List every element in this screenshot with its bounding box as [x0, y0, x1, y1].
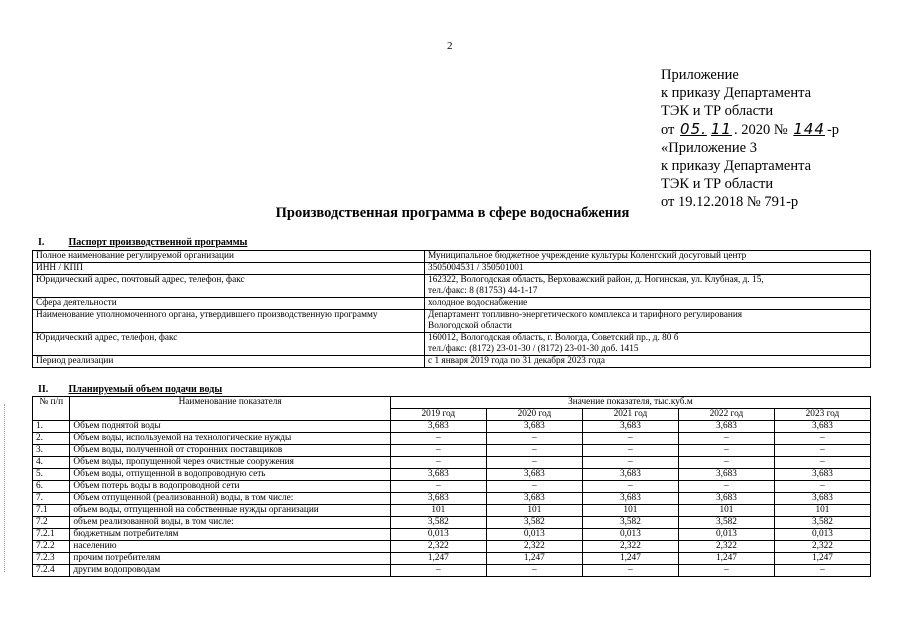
- row-value: 3,582: [390, 517, 486, 529]
- row-value: 3,582: [678, 517, 774, 529]
- year-header: 2020 год: [486, 409, 582, 421]
- row-value: 3,683: [582, 421, 678, 433]
- passport-row: [33, 275, 871, 298]
- passport-value-line-2: Вологодской области: [428, 321, 512, 331]
- row-value: –: [678, 457, 774, 469]
- section-2-number: II.: [38, 384, 49, 395]
- passport-value-line: 160012, Вологодская область, г. Вологда, Советский пр., д. 80 б: [428, 333, 679, 343]
- page-number: 2: [447, 40, 453, 52]
- row-name: объем воды, отпущенной на собственные нужды организации: [70, 505, 390, 517]
- appendix-block: [661, 66, 839, 211]
- row-number: 1.: [33, 421, 70, 433]
- row-value: –: [582, 565, 678, 577]
- passport-value-line: Муниципальное бюджетное учреждение культуры Коленгский досуговый центр: [428, 251, 747, 261]
- passport-value: [425, 263, 871, 275]
- row-value: 1,247: [678, 553, 774, 565]
- passport-row: [33, 356, 871, 368]
- table-row: [33, 541, 871, 553]
- row-value: –: [774, 565, 870, 577]
- col-number-header: № п/п: [33, 397, 70, 421]
- row-value: 101: [582, 505, 678, 517]
- row-name: Объем потерь воды в водопроводной сети: [70, 481, 390, 493]
- table-row: [33, 553, 871, 565]
- row-value: 1,247: [582, 553, 678, 565]
- row-value: 2,322: [390, 541, 486, 553]
- row-value: –: [774, 481, 870, 493]
- row-value: –: [582, 433, 678, 445]
- table-row: [33, 565, 871, 577]
- appendix-line-2: к приказу Департамента: [661, 85, 812, 101]
- row-value: 101: [390, 505, 486, 517]
- section-2-title: Планируемый объем подачи воды: [68, 384, 223, 395]
- water-volume-table: [32, 396, 871, 577]
- row-value: 101: [678, 505, 774, 517]
- row-value: 3,683: [390, 469, 486, 481]
- year-header: 2019 год: [390, 409, 486, 421]
- passport-value-line-2: тел./факс: (8172) 23-01-30 / (8172) 23-01-30 доб. 1415: [428, 344, 639, 354]
- date-year: . 2020 №: [733, 122, 788, 138]
- passport-value: [425, 333, 871, 356]
- table-row: [33, 517, 871, 529]
- passport-value: [425, 356, 871, 368]
- row-value: 3,683: [582, 493, 678, 505]
- row-value: 101: [774, 505, 870, 517]
- row-value: 1,247: [390, 553, 486, 565]
- row-value: 0,013: [390, 529, 486, 541]
- order-suffix: -р: [826, 122, 840, 138]
- row-number: 3.: [33, 445, 70, 457]
- passport-value: [425, 275, 871, 298]
- section-2-heading: [30, 384, 222, 395]
- table-row: [33, 445, 871, 457]
- passport-label: ИНН / КПП: [33, 263, 425, 275]
- appendix-line-8: от 19.12.2018 № 791-р: [661, 194, 799, 210]
- appendix-line-5: «Приложение 3: [661, 140, 757, 156]
- appendix-line-1: Приложение: [661, 67, 739, 83]
- row-value: –: [486, 457, 582, 469]
- row-name: прочим потребителям: [70, 553, 390, 565]
- passport-value-line: холодное водоснабжение: [428, 298, 528, 308]
- row-number: 5.: [33, 469, 70, 481]
- passport-label: Наименование уполномоченного органа, утвердившего производственную программу: [33, 310, 425, 333]
- row-value: 3,582: [774, 517, 870, 529]
- passport-value-line-2: тел./факс: 8 (81753) 44-1-17: [428, 286, 538, 296]
- row-value: –: [678, 433, 774, 445]
- passport-label: Период реализации: [33, 356, 425, 368]
- passport-label: Сфера деятельности: [33, 298, 425, 310]
- row-value: 0,013: [486, 529, 582, 541]
- row-number: 7.2.4: [33, 565, 70, 577]
- section-1-title: Паспорт производственной программы: [68, 237, 248, 248]
- row-value: –: [486, 433, 582, 445]
- row-value: 0,013: [582, 529, 678, 541]
- table-header-row: [33, 397, 871, 409]
- row-number: 7.1: [33, 505, 70, 517]
- row-name: Объем поднятой воды: [70, 421, 390, 433]
- row-name: другим водопроводам: [70, 565, 390, 577]
- row-number: 7.2.3: [33, 553, 70, 565]
- row-value: 3,683: [486, 469, 582, 481]
- passport-label: Полное наименование регулируемой организации: [33, 251, 425, 263]
- row-value: –: [582, 481, 678, 493]
- row-value: 3,683: [774, 469, 870, 481]
- row-value: –: [582, 445, 678, 457]
- row-value: 3,683: [774, 421, 870, 433]
- col-values-header: Значение показателя, тыс.куб.м: [390, 397, 870, 409]
- row-value: 0,013: [774, 529, 870, 541]
- section-1-heading: [30, 237, 247, 248]
- row-name: населению: [70, 541, 390, 553]
- row-name: Объем воды, полученной от сторонних поставщиков: [70, 445, 390, 457]
- table-row: [33, 481, 871, 493]
- row-value: –: [678, 565, 774, 577]
- handwritten-day: 05.: [680, 120, 707, 138]
- row-number: 7.2.2: [33, 541, 70, 553]
- passport-table: [32, 250, 871, 368]
- appendix-line-7: ТЭК и ТР области: [661, 176, 774, 192]
- passport-value-line: Департамент топливно-энергетического комплекса и тарифного регулирования: [428, 310, 743, 320]
- table-row: [33, 493, 871, 505]
- row-value: 3,582: [582, 517, 678, 529]
- table-row: [33, 433, 871, 445]
- row-value: 2,322: [582, 541, 678, 553]
- passport-row: [33, 263, 871, 275]
- row-value: 3,683: [678, 493, 774, 505]
- row-value: 3,582: [486, 517, 582, 529]
- row-value: –: [582, 457, 678, 469]
- row-number: 2.: [33, 433, 70, 445]
- row-value: –: [390, 481, 486, 493]
- appendix-line-6: к приказу Департамента: [661, 158, 812, 174]
- section-1-number: I.: [38, 237, 45, 248]
- row-name: Объем воды, отпущенной в водопроводную сеть: [70, 469, 390, 481]
- row-value: –: [390, 445, 486, 457]
- row-number: 7.2.1: [33, 529, 70, 541]
- date-prefix: от: [661, 122, 675, 138]
- row-value: 3,683: [390, 493, 486, 505]
- document-title: Производственная программа в сфере водоснабжения: [275, 205, 630, 221]
- passport-row: [33, 298, 871, 310]
- row-name: Объем воды, используемой на технологические нужды: [70, 433, 390, 445]
- passport-value: [425, 310, 871, 333]
- row-number: 6.: [33, 481, 70, 493]
- row-value: 3,683: [774, 493, 870, 505]
- row-number: 7.2: [33, 517, 70, 529]
- passport-row: [33, 251, 871, 263]
- passport-value: [425, 251, 871, 263]
- table-row: [33, 469, 871, 481]
- row-name: объем реализованной воды, в том числе:: [70, 517, 390, 529]
- row-value: –: [390, 565, 486, 577]
- row-value: –: [486, 445, 582, 457]
- passport-value-line: 3505004531 / 350501001: [428, 263, 524, 273]
- row-value: –: [774, 457, 870, 469]
- row-value: –: [486, 565, 582, 577]
- passport-value: [425, 298, 871, 310]
- year-header: 2023 год: [774, 409, 870, 421]
- appendix-date-line: [661, 120, 839, 139]
- row-value: 1,247: [774, 553, 870, 565]
- handwritten-month: 11: [710, 120, 732, 138]
- row-value: 3,683: [486, 421, 582, 433]
- row-value: 3,683: [678, 469, 774, 481]
- row-value: 2,322: [678, 541, 774, 553]
- row-value: 3,683: [486, 493, 582, 505]
- appendix-line-3: ТЭК и ТР области: [661, 103, 774, 119]
- year-header: 2022 год: [678, 409, 774, 421]
- table-row: [33, 529, 871, 541]
- row-value: 3,683: [678, 421, 774, 433]
- table-row: [33, 421, 871, 433]
- row-value: –: [774, 433, 870, 445]
- passport-label: Юридический адрес, почтовый адрес, телефон, факс: [33, 275, 425, 298]
- row-value: 2,322: [486, 541, 582, 553]
- table-row: [33, 505, 871, 517]
- row-value: 1,247: [486, 553, 582, 565]
- row-value: 3,683: [390, 421, 486, 433]
- row-name: бюджетным потребителям: [70, 529, 390, 541]
- row-value: –: [774, 445, 870, 457]
- row-name: Объем отпущенной (реализованной) воды, в том числе:: [70, 493, 390, 505]
- row-value: –: [678, 481, 774, 493]
- handwritten-order-number: 144: [793, 120, 825, 138]
- row-value: 2,322: [774, 541, 870, 553]
- margin-mark: [4, 404, 6, 572]
- row-value: 0,013: [678, 529, 774, 541]
- row-value: 101: [486, 505, 582, 517]
- table-row: [33, 457, 871, 469]
- year-header: 2021 год: [582, 409, 678, 421]
- row-name: Объем воды, пропущенной через очистные сооружения: [70, 457, 390, 469]
- row-value: –: [486, 481, 582, 493]
- row-number: 7.: [33, 493, 70, 505]
- passport-value-line: с 1 января 2019 года по 31 декабря 2023 года: [428, 356, 606, 366]
- row-value: –: [390, 433, 486, 445]
- passport-row: [33, 333, 871, 356]
- row-number: 4.: [33, 457, 70, 469]
- row-value: –: [390, 457, 486, 469]
- row-value: 3,683: [582, 469, 678, 481]
- passport-value-line: 162322, Вологодская область, Верховажский район, д. Ногинская, ул. Клубная, д. 15,: [428, 275, 764, 285]
- row-value: –: [678, 445, 774, 457]
- col-name-header: Наименование показателя: [70, 397, 390, 421]
- passport-label: Юридический адрес, телефон, факс: [33, 333, 425, 356]
- passport-row: [33, 310, 871, 333]
